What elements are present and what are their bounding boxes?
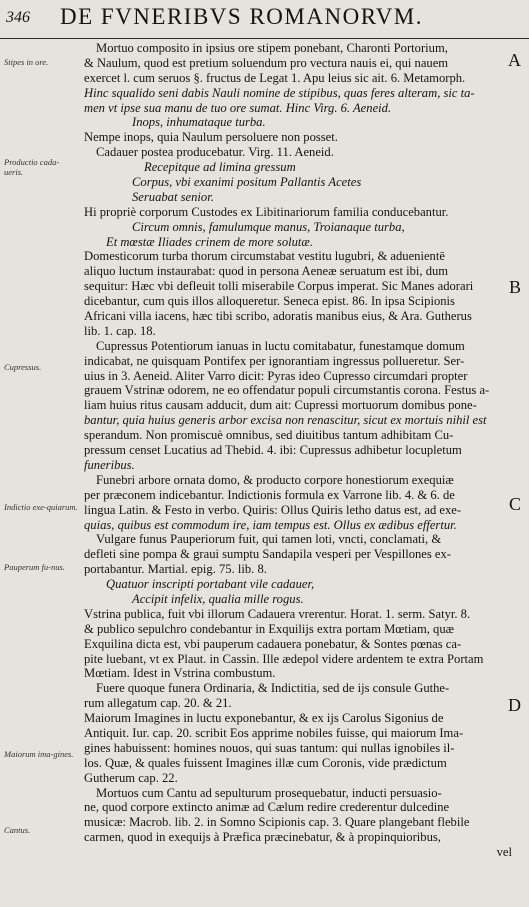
text-line: grauem Vstrinæ odorem, ne eo offendatur populi circumstantis corona. Festus a- (84, 383, 490, 398)
text-line: Quatuor inscripti portabant vile cadauer, (106, 577, 315, 592)
section-letter: B (508, 277, 521, 297)
text-line: Nempe inops, quia Naulum persoluere non posset. (84, 130, 338, 145)
text-line: Accipit infelix, qualia mille rogus. (132, 591, 304, 606)
text-line: lib. 1. cap. 18. (84, 323, 156, 338)
text-line: Recepitque ad limina gressum (144, 160, 296, 175)
text-line: per præconem indicebantur. Indictionis formula ex Varrone lib. 4. & 6. de (84, 487, 455, 502)
main-text (84, 41, 512, 860)
text-line: Inops, inhumataque turba. (132, 115, 266, 130)
text-line: exercet l. cum seruos §. fructus de Legat 1. Apu leius sic ait. 6. Metamorph. (84, 70, 466, 85)
text-line: Mortuos cum Cantu ad sepulturum prosequebatur, inducti persuasio- (96, 785, 442, 800)
text-line: carmen, quod in exequijs à Præfica præcinebatur, & à propinquioribus, (84, 830, 441, 845)
margin-note: Maiorum ima-gines. (4, 749, 74, 759)
text-line: quias, quibus est commodum ire, iam tempus est. Ollus ex ædibus effertur. (84, 517, 457, 532)
margin-note: Cupressus. (4, 362, 42, 372)
page-number: 346 (6, 9, 30, 26)
text-line: sequitur: Hæc vbi defleuit tolli miserabile Corpus imperat. Sic Manes adorari (84, 279, 474, 294)
margin-note: Stipes in ore. (4, 57, 49, 67)
margin-note: Pauperum fu-nus. (4, 562, 65, 572)
text-line: Fuere quoque funera Ordinaria, & Indictitia, sed de ijs consule Guthe- (96, 681, 450, 696)
text-line: Corpus, vbi exanimi positum Pallantis Acetes (132, 175, 362, 190)
text-line: pite luebant, vt ex Plaut. in Cassin. Ille ædepol videre ardentem te extra Portam (84, 651, 484, 666)
text-line: ne, quod corpore extincto animæ ad Cælum redire crederentur dulcedine (84, 800, 450, 815)
text-line: Cupressus Potentiorum ianuas in luctu comitabatur, funestamque domum (96, 338, 465, 353)
text-line: dicebantur, cum quis illos alloqueretur. Seneca epist. 86. In ipsa Scipionis (84, 294, 455, 309)
text-line: Mœtiam. Idest in Vstrina combustum. (84, 666, 276, 681)
text-line: Funebri arbore ornata domo, & producto corpore honestiorum exequiæ (96, 472, 454, 487)
text-line: uius in 3. Aeneid. Aliter Varro dicit: Pyras ideo Cupresso circumdari propter (84, 368, 468, 383)
catchword: vel (496, 845, 512, 860)
text-line: Hi propriè corporum Custodes ex Libitinariorum familia conducebantur. (84, 204, 449, 219)
text-line: Maiorum Imagines in luctu exponebantur, & ex ijs Carolus Sigonius de (84, 711, 444, 726)
text-line: & Naulum, quod est pretium soluendum pro vectura nauis ei, qui nauem (84, 55, 449, 70)
section-letter: A (508, 50, 521, 70)
text-line: indicabat, ne quisquam Pontifex per ignorantiam ingressus pollueretur. Ser- (84, 353, 465, 368)
margin-note: Indictio exe-quiarum. (4, 502, 78, 512)
running-title: DE FVNERIBVS ROMANORVM. (60, 4, 424, 29)
text-line: Mortuo composito in ipsius ore stipem ponebant, Charonti Portorium, (96, 41, 448, 55)
text-line: gines habuissent: homines nouos, qui suas tantum: qui nullas ignobiles il- (84, 740, 455, 755)
text-line: bantur, quia huius generis arbor excisa non renascitur, sicut ex mortuis nihil est (84, 413, 487, 428)
text-line: defleti sine pompa & graui sumptu Sandapila vesperi per Vespillones ex- (84, 547, 452, 562)
text-line: Et mœstæ Iliades crinem de more solutæ. (106, 234, 313, 249)
text-line: & publico sepulchro condebantur in Exquilijs extra portam Mœtiam, quæ (84, 621, 455, 636)
text-line: funeribus. (84, 457, 135, 472)
text-line: Vstrina publica, fuit vbi illorum Cadauera vrerentur. Horat. 1. serm. Satyr. 8. (84, 606, 471, 621)
text-line: sperandum. Non promiscuè omnibus, sed diuitibus tantum adhibitam Cu- (84, 428, 454, 443)
text-line: aliquo luctum instaurabat: quod in persona Aeneæ seruatum est ibi, dum (84, 264, 449, 279)
text-line: los. Quæ, & quales fuissent Imagines illæ cum Coronis, vide prædictum (84, 755, 447, 770)
text-line: Seruabat senior. (132, 189, 214, 204)
margin-note: Productio cada-ueris. (4, 157, 60, 177)
text-lines (84, 41, 512, 860)
text-line: rum allegatum cap. 20. & 21. (84, 696, 232, 711)
text-line: pressum censet Lucatius ad Thebid. 4. ibi: Cupressus adhibetur locupletum (84, 443, 462, 458)
text-line: Hinc squalido seni dabis Nauli nomine de stipibus, quas feres alteram, sic ta- (84, 85, 475, 100)
margin-notes (0, 0, 80, 907)
margin-note: Cantus. (4, 825, 31, 835)
text-line: Africani villa iacens, hæc tibi scribo, adoratis manibus eius, & Ara. Gutherus (84, 309, 472, 324)
text-line: Domesticorum turba thorum circumstabat vestitu lugubri, & aduenientē (84, 249, 445, 264)
text-line: lingua Latin. & Festo in verbo. Quiris: Ollus Quiris letho datus est, ad exe- (84, 502, 462, 517)
text-line: Exquilina dicta est, vbi pauperum cadauera ponebatur, & Sontes pœnas ca- (84, 636, 462, 651)
text-line: men vt ipse sua manu de tuo ore sumat. Hinc Virg. 6. Aeneid. (84, 100, 392, 115)
text-line: portabantur. Martial. epig. 75. lib. 8. (84, 562, 267, 577)
section-letter: D (508, 695, 521, 715)
text-line: Antiquit. Iur. cap. 20. scribit Eos apprime nobiles fuisse, qui maiorum Ima- (84, 725, 464, 740)
text-line: Cadauer postea producebatur. Virg. 11. Aeneid. (96, 145, 334, 160)
text-line: Vulgare funus Pauperiorum fuit, qui tamen loti, vncti, conclamati, & (96, 532, 442, 547)
text-line: Gutherum cap. 22. (84, 770, 178, 785)
section-letter: C (508, 494, 521, 514)
text-line: liam huius ritus causam adducit, dum ait: Cupressi mortuorum domibus pone- (84, 398, 477, 413)
text-line: Circum omnis, famulumque manus, Troianaque turba, (132, 219, 405, 234)
text-line: musicæ: Macrob. lib. 2. in Somno Scipionis cap. 3. Quare plangebant flebile (84, 815, 470, 830)
